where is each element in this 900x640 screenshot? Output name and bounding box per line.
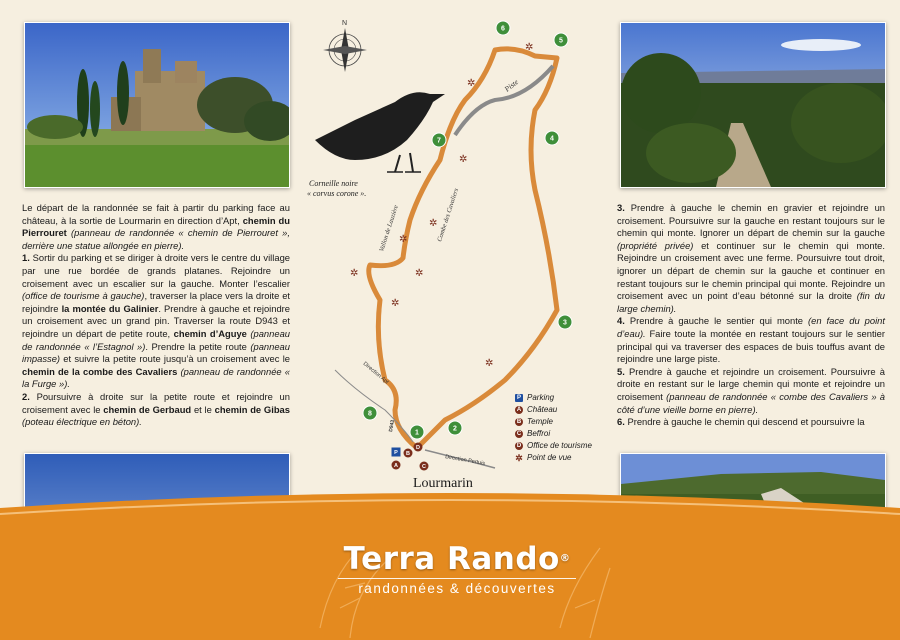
road-vallon: Vallon de Lauzière xyxy=(378,204,400,253)
crow-label-1: Corneille noire xyxy=(309,179,358,188)
marker-5: 5 xyxy=(559,37,563,45)
brand-tagline: randonnées & découvertes xyxy=(358,581,556,596)
step-1-e-bold: chemin de la combe des Cavaliers xyxy=(22,365,178,377)
step-6-a: Prendre à gauche le chemin qui descend et poursuivre la xyxy=(627,416,865,428)
brand-reg: ® xyxy=(559,553,571,564)
map-legend xyxy=(515,392,592,464)
step-3-b: et continuer sur le chemin qui monte. Rejoindre un croisement avec une ferme. Poursuivre tout droit, ignorer un départ de chemin sur la gauche et continuer en restant toujours sur le chemin principal qui monte. Rejoindre un croisement avec un point d’eau bétonné sur la droite xyxy=(617,239,885,302)
legend-row xyxy=(515,428,592,440)
legend-row xyxy=(515,404,592,416)
step-2-number: 2. xyxy=(22,390,30,402)
step-1-d: . Prendre la petite route xyxy=(145,340,247,352)
parking-icon: P xyxy=(516,395,521,401)
brand-divider xyxy=(338,578,576,579)
viewpoint-icon: ✲ xyxy=(429,218,438,229)
legend-parking: Parking xyxy=(527,393,555,402)
marker-7: 7 xyxy=(437,137,441,145)
legend-chateau: Château xyxy=(527,405,558,414)
legend-office: Office de tourisme xyxy=(527,441,592,450)
compass-n: N xyxy=(342,20,348,27)
poi-a-icon: A xyxy=(516,407,522,413)
poi-d: D xyxy=(416,445,420,451)
crow-label-2: « corvus corone ». xyxy=(307,189,367,198)
step-3-a: Prendre à gauche le chemin en gravier et rejoindre un croisement. Poursuivre sur la gauche en restant toujours sur le chemin qui monte. Ignorer un départ de chemin sur la gauche xyxy=(617,202,885,239)
step-2-bold-1: chemin de Gerbaud xyxy=(103,403,192,415)
viewpoint-icon: ✲ xyxy=(391,298,400,309)
step-1-c: . Prendre à gauche et rejoindre un croisement avec un grand pin. Traverser la route D943 et rejoindre un départ de petite route, xyxy=(22,302,291,339)
steps-right-text xyxy=(617,202,885,429)
step-5-a-ital: (panneau de randonnée « combe des Cavaliers » à côté d’une vieille borne en pierre). xyxy=(617,390,885,415)
step-5-number: 5. xyxy=(617,365,625,377)
marker-4: 4 xyxy=(550,135,554,143)
poi-b: B xyxy=(406,451,410,457)
crow-illustration xyxy=(315,92,445,172)
viewpoint-icon: ✲ xyxy=(525,42,534,53)
legend-row xyxy=(515,416,592,428)
step-1-d-ital: (panneau impasse) xyxy=(22,340,290,365)
step-1-e-ital: (panneau de randonnée « la Furge »). xyxy=(22,365,290,390)
step-2-a: Poursuivre à droite sur la petite route et rejoindre un croisement avec le xyxy=(22,390,290,415)
step-1-e: et suivre la petite route jusqu’à un croisement avec le xyxy=(63,353,290,365)
brand-logo xyxy=(332,542,582,597)
poi-d-icon: D xyxy=(516,443,522,449)
dir-apt: Direction Apt xyxy=(361,360,390,386)
viewpoint-icon: ✲ xyxy=(350,268,359,279)
step-1-a: Sortir du parking et se diriger à droite vers le centre du village par une rue bordée de grands platanes. Rejoindre un croisement avec un escalier sur la gauche. Monter l’escalier xyxy=(22,252,290,289)
town-label: Lourmarin xyxy=(413,476,473,491)
dir-pertuis: Direction Pertuis xyxy=(444,454,486,467)
poi-b-icon: B xyxy=(516,419,522,425)
marker-8: 8 xyxy=(368,410,372,418)
poi-c-icon: C xyxy=(516,431,522,437)
legend-row xyxy=(515,452,592,464)
viewpoint-icon: ✲ xyxy=(415,268,424,279)
marker-2: 2 xyxy=(453,425,457,433)
step-1-b-bold: la montée du Galinier xyxy=(61,302,159,314)
legend-beffroi: Beffroi xyxy=(527,429,551,438)
step-5-a: Prendre à gauche et rejoindre un croisement. Poursuivre à droite en restant sur le large chemin qui monte et rejoindre un croisement xyxy=(617,365,885,402)
brand-title xyxy=(332,542,582,576)
brand-title-text: Terra Rando xyxy=(343,541,560,577)
legend-row xyxy=(515,392,592,404)
viewpoint-icon: ✲ xyxy=(485,358,494,369)
step-2-mid: et le xyxy=(193,403,212,415)
step-3-b-ital: (fin du large chemin). xyxy=(617,290,885,314)
intro-p1-bold: chemin du Pierrouret xyxy=(22,214,290,239)
marker-6: 6 xyxy=(501,25,505,33)
legend-temple: Temple xyxy=(527,417,553,426)
step-4-a-ital: (en face du point d’eau). xyxy=(617,315,885,339)
step-4-a: Prendre à gauche le sentier qui monte xyxy=(629,315,804,327)
step-2-ital: (poteau électrique en béton). xyxy=(22,416,142,428)
viewpoint-icon: ✲ xyxy=(515,453,523,463)
viewpoint-icon: ✲ xyxy=(399,234,408,245)
step-1-c-ital: (panneau de randonnée « l’Estagnol ») xyxy=(22,327,290,352)
poi-c: C xyxy=(422,464,426,470)
marker-1: 1 xyxy=(415,429,419,437)
poi-a: A xyxy=(394,463,398,469)
d943-label: D943 xyxy=(388,419,397,433)
chateau-photo xyxy=(24,22,290,188)
marker-3: 3 xyxy=(563,319,567,327)
intro-p1: Le départ de la randonnée se fait à partir du parking face au château, à la sortie de Lourmarin en direction d’Apt, xyxy=(22,202,290,226)
parking-marker: P xyxy=(394,450,398,456)
piste-label: Piste xyxy=(502,77,521,94)
legend-row xyxy=(515,440,592,452)
step-3-number: 3. xyxy=(617,202,625,213)
intro-p1-ital: (panneau de randonnée « chemin de Pierrouret », derrière une statue allongée en pierre). xyxy=(22,227,290,251)
step-4-number: 4. xyxy=(617,315,625,327)
step-4-b: Faire toute la montée en restant toujours sur le sentier principal qui va traverser des espaces de buis touffus avant de rejoindre une large piste. xyxy=(617,327,885,365)
step-6-number: 6. xyxy=(617,416,625,428)
step-1-a-ital: (office de tourisme à gauche) xyxy=(22,290,145,302)
road-combe: Combe des Cavaliers xyxy=(436,187,461,243)
compass-icon xyxy=(323,20,367,72)
intro-text xyxy=(22,202,290,429)
viewpoint-icon: ✲ xyxy=(467,78,476,89)
step-2-bold-2: chemin de Gibas xyxy=(214,403,290,415)
viewpoint-icon: ✲ xyxy=(459,154,468,165)
step-1-b: , traverser la place vers la droite et rejoindre xyxy=(22,290,291,314)
step-1-c-bold: chemin d’Aguye xyxy=(173,327,247,339)
step-1-number: 1. xyxy=(22,252,30,264)
forest-path-photo xyxy=(620,22,886,188)
legend-viewpoint: Point de vue xyxy=(527,453,572,462)
step-3-a-ital: (propriété privée) xyxy=(617,239,694,251)
